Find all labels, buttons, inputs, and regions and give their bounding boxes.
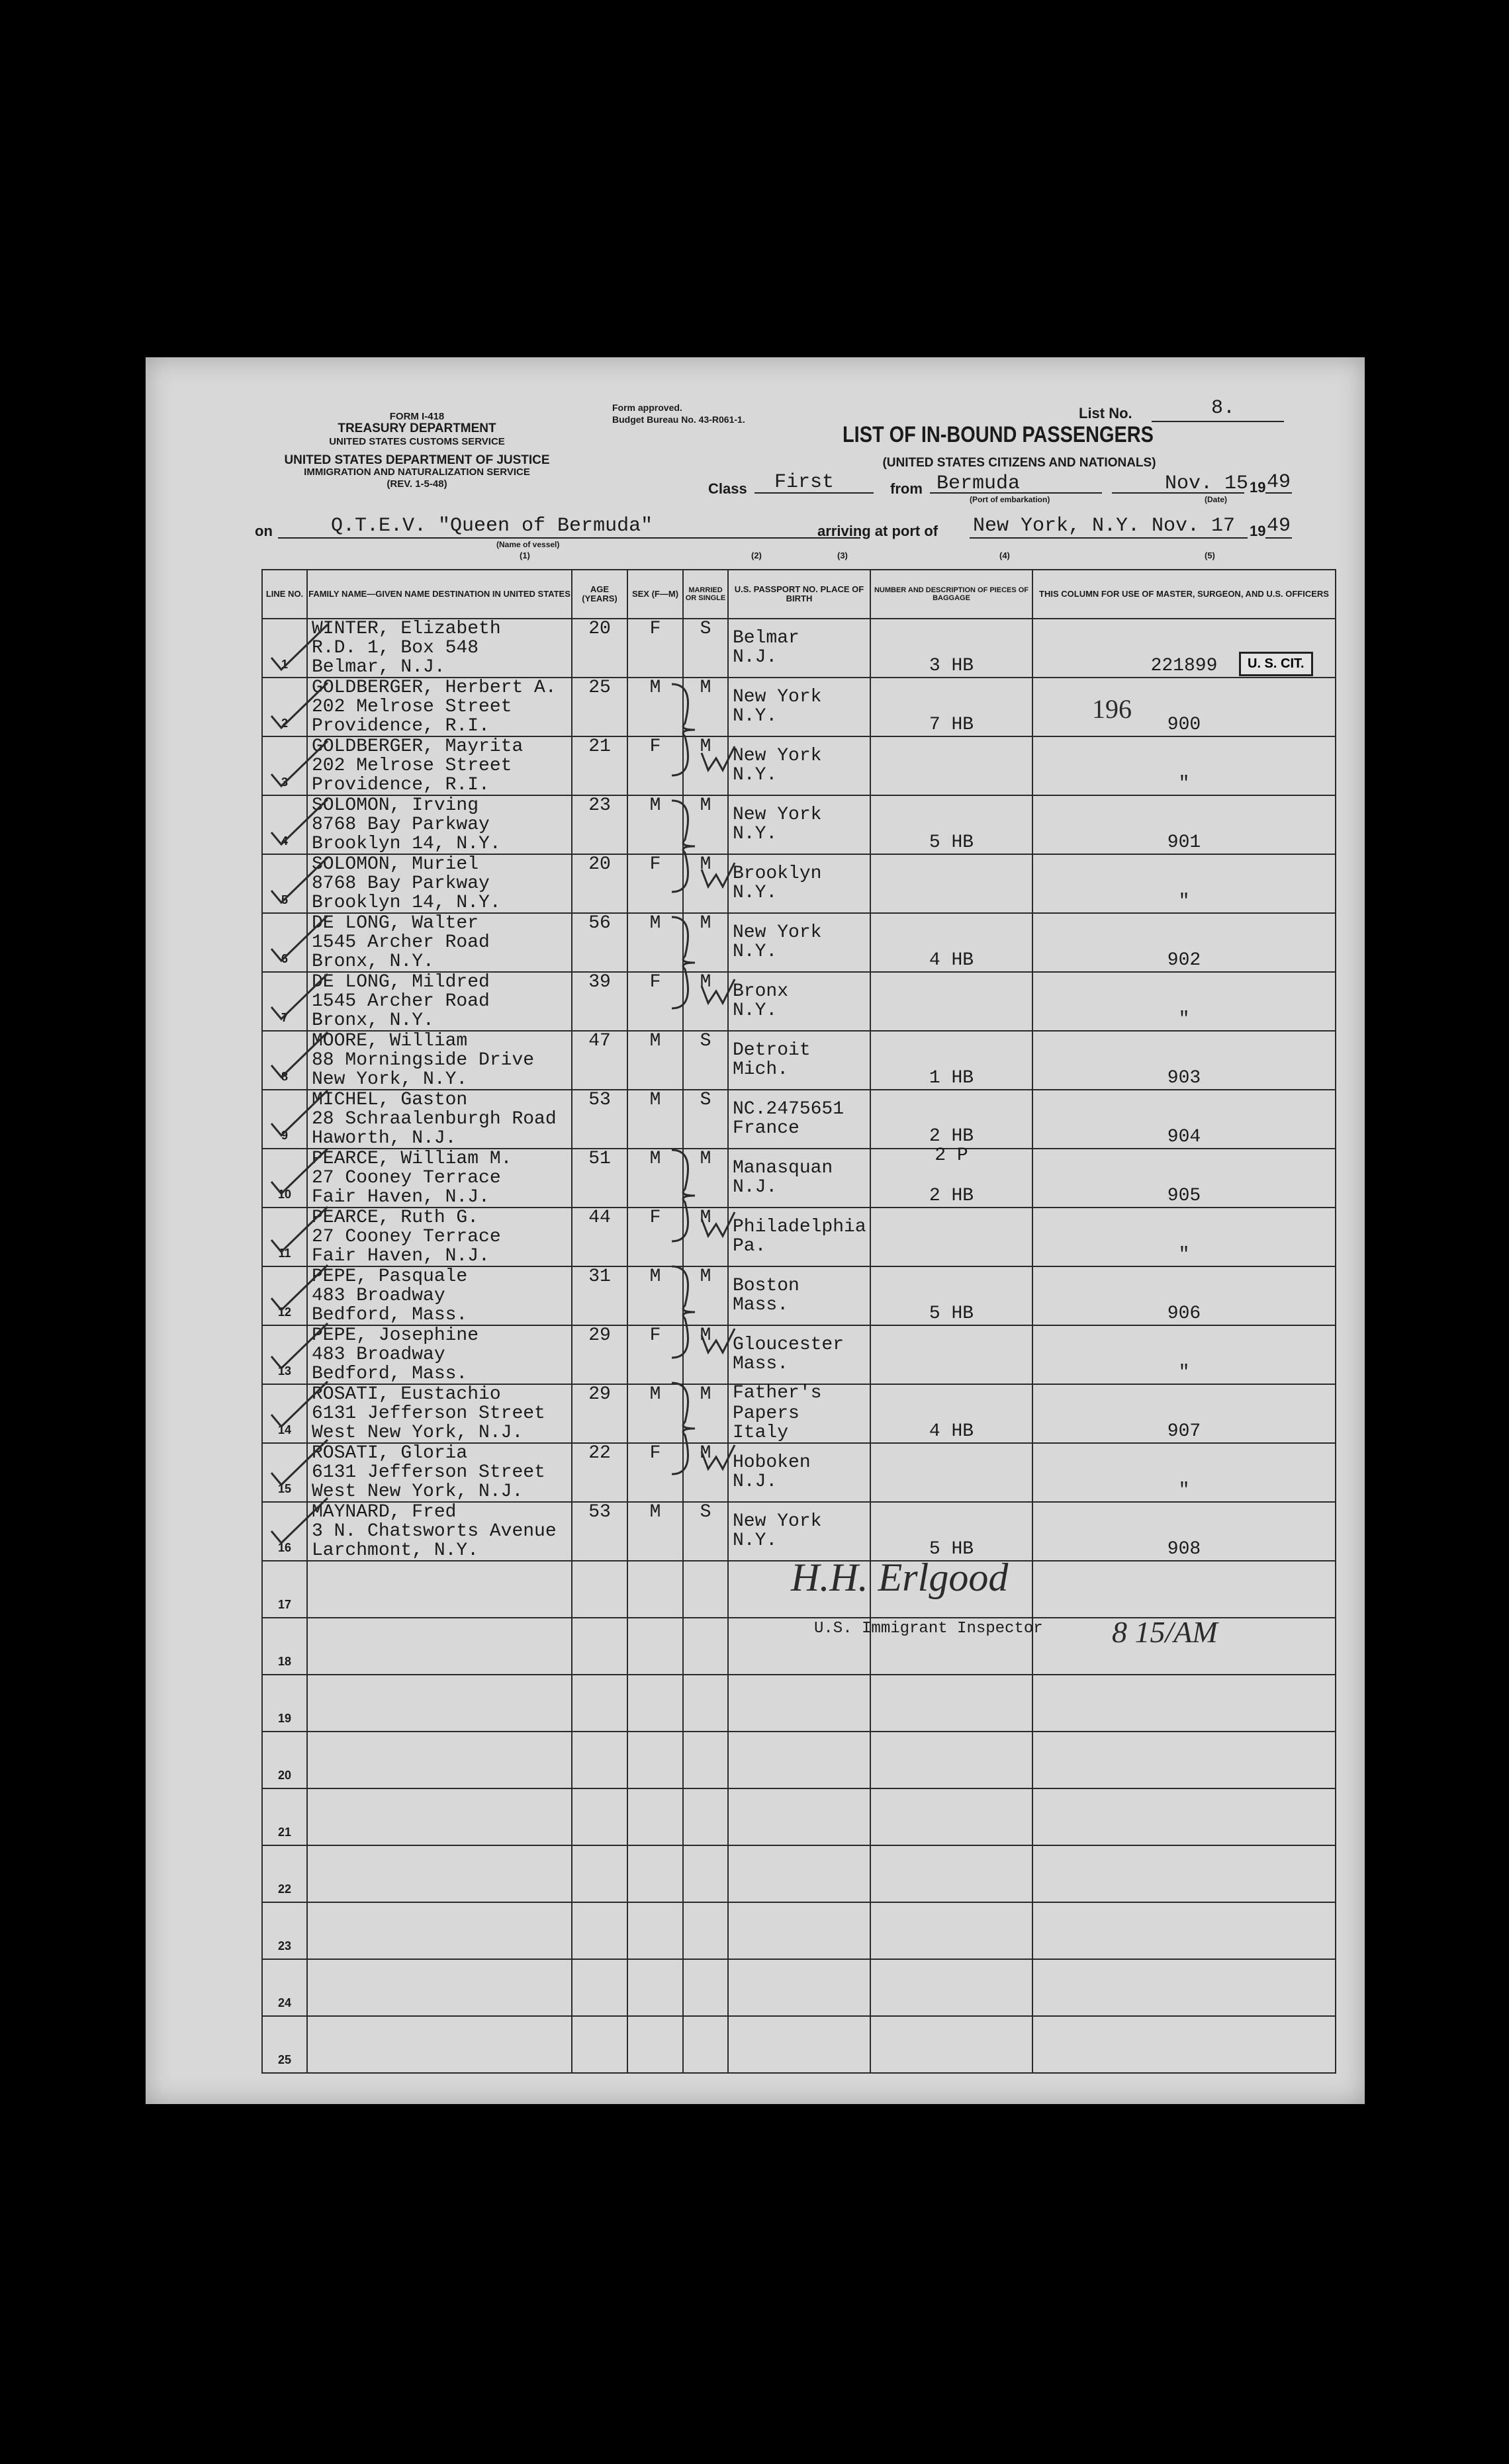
officer-value: " bbox=[1178, 1245, 1190, 1265]
passenger-name: DE LONG, Mildred bbox=[312, 972, 490, 992]
family-bracket bbox=[672, 684, 695, 775]
line-number: 6 bbox=[281, 952, 288, 965]
arriving-label: arriving at port of bbox=[817, 523, 938, 539]
passenger-name: MICHEL, Gaston bbox=[312, 1090, 468, 1110]
birthplace-line-2: N.Y. bbox=[733, 706, 778, 726]
officer-value: 904 bbox=[1167, 1127, 1201, 1147]
address-line-1: 483 Broadway bbox=[312, 1344, 445, 1365]
check-mark bbox=[271, 799, 328, 844]
birthplace-line-2: Italy bbox=[733, 1423, 789, 1443]
address-line-1: 27 Cooney Terrace bbox=[312, 1227, 501, 1247]
baggage-value: 7 HB bbox=[929, 715, 974, 735]
passenger-name: PEPE, Pasquale bbox=[312, 1266, 468, 1287]
address-line-2: Fair Haven, N.J. bbox=[312, 1187, 490, 1208]
address-line-1: 202 Melrose Street bbox=[312, 756, 512, 776]
birthplace-line-1: Papers bbox=[733, 1403, 800, 1424]
address-line-2: West New York, N.J. bbox=[312, 1481, 524, 1502]
line-number: 9 bbox=[281, 1129, 288, 1142]
date-caption: (Date) bbox=[1205, 495, 1228, 504]
baggage-value: 3 HB bbox=[929, 656, 974, 676]
marital-status: S bbox=[700, 1031, 711, 1051]
address-line-2: Bronx, N.Y. bbox=[312, 1010, 434, 1031]
check-mark bbox=[271, 1090, 328, 1135]
sex-value: M bbox=[649, 795, 661, 816]
birthplace-line-2: N.J. bbox=[733, 1177, 778, 1198]
baggage-value: 5 HB bbox=[929, 832, 974, 853]
baggage-value: 2 HB bbox=[929, 1186, 974, 1206]
officer-value: 905 bbox=[1167, 1186, 1201, 1206]
sex-value: M bbox=[649, 1384, 661, 1405]
passenger-name: PEARCE, William M. bbox=[312, 1149, 512, 1169]
address-line-2: Bronx, N.Y. bbox=[312, 951, 434, 972]
age-value: 20 bbox=[588, 854, 611, 875]
line-number: 13 bbox=[277, 1364, 292, 1378]
check-mark bbox=[271, 1498, 328, 1543]
col-header-sex: SEX (F—M) bbox=[627, 570, 683, 619]
sex-value: F bbox=[649, 854, 661, 875]
port-value: New York, N.Y. Nov. 17 bbox=[973, 515, 1236, 537]
birthplace-line-1: Hoboken bbox=[733, 1452, 811, 1473]
passenger-name: SOLOMON, Muriel bbox=[312, 854, 479, 875]
baggage-value: 5 HB bbox=[929, 1303, 974, 1324]
port-year-prefix: 19 bbox=[1250, 523, 1266, 539]
line-number: 3 bbox=[281, 775, 288, 789]
list-no-label: List No. bbox=[1079, 405, 1132, 421]
age-value: 23 bbox=[588, 795, 611, 816]
marital-status: M bbox=[700, 854, 711, 875]
col-header-name: FAMILY NAME—GIVEN NAME DESTINATION IN UNITED STATES bbox=[307, 570, 572, 619]
budget-bureau: Budget Bureau No. 43-R061-1. bbox=[612, 414, 745, 425]
marital-status: M bbox=[700, 736, 711, 757]
birthplace-line-1: New York bbox=[733, 687, 822, 707]
from-label: from bbox=[890, 480, 923, 497]
sex-value: M bbox=[649, 1266, 661, 1287]
birthplace-line-1: New York bbox=[733, 746, 822, 766]
age-value: 29 bbox=[588, 1325, 611, 1346]
marital-status: M bbox=[700, 795, 711, 816]
check-mark bbox=[271, 1382, 328, 1427]
date-year-value: 49 bbox=[1267, 471, 1291, 494]
family-bracket bbox=[672, 917, 695, 1008]
address-line-1: 483 Broadway bbox=[312, 1286, 445, 1306]
check-mark bbox=[271, 858, 328, 902]
family-bracket bbox=[672, 801, 695, 892]
passenger-name: GOLDBERGER, Mayrita bbox=[312, 736, 524, 757]
address-line-2: New York, N.Y. bbox=[312, 1069, 468, 1090]
marital-status: M bbox=[700, 1266, 711, 1287]
check-mark bbox=[271, 1207, 328, 1252]
passenger-name: PEARCE, Ruth G. bbox=[312, 1208, 479, 1228]
family-bracket bbox=[672, 1150, 695, 1241]
birthplace-line-1: Brooklyn bbox=[733, 863, 822, 884]
birthplace-line-2: N.Y. bbox=[733, 765, 778, 785]
marital-status: S bbox=[700, 619, 711, 639]
on-label: on bbox=[255, 523, 273, 539]
officer-value: 907 bbox=[1167, 1421, 1201, 1442]
marital-status: M bbox=[700, 678, 711, 698]
age-value: 47 bbox=[588, 1031, 611, 1051]
check-mark bbox=[271, 1032, 328, 1077]
address-line-1: 28 Schraalenburgh Road bbox=[312, 1109, 557, 1129]
officer-value: 902 bbox=[1167, 950, 1201, 971]
check-mark bbox=[271, 974, 328, 1019]
officer-value: 903 bbox=[1167, 1068, 1201, 1088]
birthplace-line-1: Boston bbox=[733, 1276, 800, 1296]
form-revision: (REV. 1-5-48) bbox=[387, 478, 447, 490]
treasury-dept: TREASURY DEPARTMENT bbox=[338, 421, 496, 435]
address-line-1: 202 Melrose Street bbox=[312, 697, 512, 717]
sex-value: F bbox=[649, 736, 661, 757]
col-header-married: MARRIED OR SINGLE bbox=[683, 570, 728, 619]
check-mark bbox=[271, 625, 328, 670]
sex-value: M bbox=[649, 678, 661, 698]
passenger-name: GOLDBERGER, Herbert A. bbox=[312, 678, 557, 698]
sex-value: F bbox=[649, 1443, 661, 1464]
age-value: 21 bbox=[588, 736, 611, 757]
address-line-1: R.D. 1, Box 548 bbox=[312, 638, 479, 658]
line-number: 19 bbox=[277, 1712, 292, 1725]
birthplace-line-1: Gloucester bbox=[733, 1335, 845, 1355]
officer-value: 901 bbox=[1167, 832, 1201, 853]
officer-value: " bbox=[1178, 1362, 1190, 1383]
manifest-page bbox=[146, 357, 1365, 2104]
address-line-2: Brooklyn 14, N.Y. bbox=[312, 893, 501, 913]
birthplace-line-2: Mass. bbox=[733, 1354, 789, 1374]
birthplace-line-2: Mass. bbox=[733, 1295, 789, 1315]
class-label: Class bbox=[708, 480, 747, 497]
col-header-passport: U.S. PASSPORT NO. PLACE OF BIRTH bbox=[728, 570, 870, 619]
birthplace-line-2: N.Y. bbox=[733, 942, 778, 962]
marital-status: M bbox=[700, 1325, 711, 1346]
age-value: 25 bbox=[588, 678, 611, 698]
col-number-4: (4) bbox=[999, 550, 1010, 560]
line-number: 10 bbox=[277, 1188, 292, 1201]
line-number: 2 bbox=[281, 717, 288, 730]
line-number: 18 bbox=[277, 1655, 292, 1668]
passenger-name: MOORE, William bbox=[312, 1031, 468, 1051]
line-number: 4 bbox=[281, 834, 288, 848]
age-value: 53 bbox=[588, 1090, 611, 1110]
vessel-name: Q.T.E.V. "Queen of Bermuda" bbox=[331, 515, 653, 537]
immigration-service: IMMIGRATION AND NATURALIZATION SERVICE bbox=[304, 466, 530, 478]
marital-status: M bbox=[700, 1208, 711, 1228]
from-caption: (Port of embarkation) bbox=[970, 495, 1050, 504]
birthplace-line-1: Detroit bbox=[733, 1040, 811, 1061]
address-line-1: 88 Morningside Drive bbox=[312, 1050, 535, 1071]
age-value: 31 bbox=[588, 1266, 611, 1287]
line-number: 21 bbox=[277, 1826, 292, 1839]
line-number: 7 bbox=[281, 1011, 288, 1024]
address-line-1: 1545 Archer Road bbox=[312, 991, 490, 1012]
line-number: 15 bbox=[277, 1482, 292, 1495]
birthplace-line-1: Belmar bbox=[733, 628, 800, 648]
line-number: 22 bbox=[277, 1882, 292, 1896]
birthplace-line-1: New York bbox=[733, 1511, 822, 1532]
family-initial-mark bbox=[702, 746, 735, 770]
family-bracket bbox=[672, 1266, 695, 1358]
inspector-signature: H.H. Erlgood bbox=[791, 1556, 1009, 1599]
passenger-name: WINTER, Elizabeth bbox=[312, 619, 501, 639]
justice-dept: UNITED STATES DEPARTMENT OF JUSTICE bbox=[284, 453, 550, 467]
birthplace-line-1: NC.2475651 bbox=[733, 1099, 845, 1120]
passenger-name: MAYNARD, Fred bbox=[312, 1502, 457, 1522]
baggage-value: 5 HB bbox=[929, 1539, 974, 1560]
age-value: 39 bbox=[588, 972, 611, 992]
family-initial-mark bbox=[702, 1445, 735, 1469]
officer-value: " bbox=[1178, 1009, 1190, 1030]
line-number: 1 bbox=[281, 658, 288, 671]
officer-note: 196 bbox=[1092, 694, 1132, 724]
us-citizen-stamp: U. S. CIT. bbox=[1239, 652, 1313, 676]
birthplace-line-2: N.J. bbox=[733, 647, 778, 668]
check-mark bbox=[271, 916, 328, 961]
officer-value: " bbox=[1178, 891, 1190, 912]
check-mark bbox=[271, 1440, 328, 1485]
address-line-2: Haworth, N.J. bbox=[312, 1128, 457, 1149]
address-line-2: Fair Haven, N.J. bbox=[312, 1246, 490, 1266]
officer-value: 906 bbox=[1167, 1303, 1201, 1324]
officer-value: 221899 bbox=[1150, 656, 1218, 676]
birthplace-line-2: Pa. bbox=[733, 1236, 766, 1256]
col-number-5: (5) bbox=[1205, 550, 1215, 560]
family-bracket bbox=[672, 1383, 695, 1474]
address-line-1: 6131 Jefferson Street bbox=[312, 1462, 545, 1483]
customs-service: UNITED STATES CUSTOMS SERVICE bbox=[329, 436, 505, 447]
sex-value: M bbox=[649, 1090, 661, 1110]
birthplace-line-2: N.Y. bbox=[733, 1530, 778, 1551]
address-line-2: West New York, N.J. bbox=[312, 1423, 524, 1443]
passenger-name: PEPE, Josephine bbox=[312, 1325, 479, 1346]
inspector-time-note: 8 15/AM bbox=[1112, 1615, 1218, 1649]
sex-value: M bbox=[649, 1031, 661, 1051]
family-initial-mark bbox=[702, 1212, 735, 1236]
age-value: 44 bbox=[588, 1208, 611, 1228]
address-line-1: 3 N. Chatsworts Avenue bbox=[312, 1521, 557, 1542]
address-line-2: Providence, R.I. bbox=[312, 716, 490, 736]
from-value: Bermuda bbox=[937, 472, 1021, 495]
baggage-value: 4 HB bbox=[929, 1421, 974, 1442]
officer-value: " bbox=[1178, 773, 1190, 794]
line-number: 11 bbox=[278, 1247, 291, 1260]
address-line-1: 8768 Bay Parkway bbox=[312, 873, 490, 894]
baggage-value-2: 2 P bbox=[935, 1145, 968, 1166]
age-value: 22 bbox=[588, 1443, 611, 1464]
birthplace-line-1: Philadelphia bbox=[733, 1217, 866, 1237]
line-number: 23 bbox=[277, 1939, 292, 1953]
check-mark bbox=[271, 683, 328, 728]
passenger-name: DE LONG, Walter bbox=[312, 913, 479, 934]
line-number: 24 bbox=[277, 1996, 292, 2009]
address-line-2: Bedford, Mass. bbox=[312, 1364, 468, 1384]
col-header-line: LINE NO. bbox=[262, 570, 307, 619]
sex-value: M bbox=[649, 913, 661, 934]
marital-status: M bbox=[700, 1443, 711, 1464]
passenger-name: SOLOMON, Irving bbox=[312, 795, 479, 816]
marital-status: S bbox=[700, 1090, 711, 1110]
birthplace-line-1: Bronx bbox=[733, 981, 789, 1002]
list-no-value: 8. bbox=[1211, 397, 1236, 419]
birthplace-line-2: France bbox=[733, 1118, 800, 1139]
birthplace-line-2: N.J. bbox=[733, 1472, 778, 1492]
family-initial-mark bbox=[702, 863, 735, 887]
officer-value: 908 bbox=[1167, 1539, 1201, 1560]
address-line-2: Brooklyn 14, N.Y. bbox=[312, 834, 501, 854]
col-number-3: (3) bbox=[837, 550, 848, 560]
col-number-1: (1) bbox=[520, 550, 530, 560]
baggage-value: 2 HB bbox=[929, 1126, 974, 1147]
port-year-value: 49 bbox=[1267, 515, 1291, 537]
birthplace-line-1: New York bbox=[733, 805, 822, 825]
form-approved: Form approved. bbox=[612, 402, 682, 413]
line-number: 5 bbox=[281, 893, 288, 906]
check-mark bbox=[271, 1265, 328, 1310]
vessel-caption: (Name of vessel) bbox=[496, 540, 560, 549]
passenger-name: ROSATI, Eustachio bbox=[312, 1384, 501, 1405]
family-initial-mark bbox=[702, 979, 735, 1003]
address-line-1: 27 Cooney Terrace bbox=[312, 1168, 501, 1188]
col-number-2: (2) bbox=[751, 550, 762, 560]
handwritten-marks bbox=[146, 357, 1365, 2104]
baggage-value: 4 HB bbox=[929, 950, 974, 971]
date-value: Nov. 15 bbox=[1165, 472, 1249, 495]
marital-status: M bbox=[700, 1149, 711, 1169]
sex-value: M bbox=[649, 1149, 661, 1169]
family-initial-mark bbox=[702, 1329, 735, 1352]
birthplace-line-1: New York bbox=[733, 922, 822, 943]
form-number: FORM I-418 bbox=[389, 411, 445, 422]
address-line-1: 1545 Archer Road bbox=[312, 932, 490, 953]
officer-value: 900 bbox=[1167, 715, 1201, 735]
col-header-baggage: NUMBER AND DESCRIPTION OF PIECES OF BAGGAGE bbox=[870, 570, 1032, 619]
birthplace-line-2: N.Y. bbox=[733, 824, 778, 844]
address-line-1: 8768 Bay Parkway bbox=[312, 814, 490, 835]
age-value: 56 bbox=[588, 913, 611, 934]
line-number: 14 bbox=[277, 1423, 292, 1436]
sex-value: F bbox=[649, 619, 661, 639]
marital-status: M bbox=[700, 913, 711, 934]
date-year-prefix: 19 bbox=[1250, 479, 1266, 496]
check-mark bbox=[271, 741, 328, 786]
age-value: 51 bbox=[588, 1149, 611, 1169]
marital-status: M bbox=[700, 1384, 711, 1405]
age-value: 29 bbox=[588, 1384, 611, 1405]
sex-value: F bbox=[649, 1325, 661, 1346]
birthplace-line-2: N.Y. bbox=[733, 883, 778, 903]
address-line-2: Providence, R.I. bbox=[312, 775, 490, 795]
officer-value: " bbox=[1178, 1480, 1190, 1501]
age-value: 53 bbox=[588, 1502, 611, 1522]
age-value: 20 bbox=[588, 619, 611, 639]
address-line-2: Bedford, Mass. bbox=[312, 1305, 468, 1325]
col-header-officers: THIS COLUMN FOR USE OF MASTER, SURGEON, AND U.S. OFFICERS bbox=[1032, 570, 1336, 619]
sex-value: F bbox=[649, 1208, 661, 1228]
line-number: 20 bbox=[277, 1769, 292, 1782]
form-title: LIST OF IN-BOUND PASSENGERS bbox=[843, 422, 1154, 447]
marital-status: S bbox=[700, 1502, 711, 1522]
class-value: First bbox=[774, 471, 835, 494]
line-number: 17 bbox=[277, 1598, 292, 1611]
check-mark bbox=[271, 1323, 328, 1368]
marital-status: M bbox=[700, 972, 711, 992]
address-line-2: Belmar, N.J. bbox=[312, 657, 445, 678]
passenger-name: ROSATI, Gloria bbox=[312, 1443, 468, 1464]
line-number: 25 bbox=[277, 2053, 292, 2066]
birthplace-line-1: Manasquan bbox=[733, 1158, 833, 1178]
sex-value: M bbox=[649, 1502, 661, 1522]
birthplace-line-0: Father's bbox=[733, 1383, 822, 1403]
col-header-age: AGE (YEARS) bbox=[572, 570, 627, 619]
baggage-value: 1 HB bbox=[929, 1068, 974, 1088]
line-number: 16 bbox=[277, 1541, 292, 1554]
check-mark bbox=[271, 1149, 328, 1194]
birthplace-line-2: Mich. bbox=[733, 1059, 789, 1080]
line-number: 12 bbox=[277, 1305, 292, 1319]
form-subtitle: (UNITED STATES CITIZENS AND NATIONALS) bbox=[882, 456, 1156, 470]
address-line-1: 6131 Jefferson Street bbox=[312, 1403, 545, 1424]
address-line-2: Larchmont, N.Y. bbox=[312, 1540, 479, 1561]
inspector-title: U.S. Immigrant Inspector bbox=[814, 1620, 1043, 1638]
birthplace-line-2: N.Y. bbox=[733, 1000, 778, 1021]
sex-value: F bbox=[649, 972, 661, 992]
line-number: 8 bbox=[281, 1070, 288, 1083]
